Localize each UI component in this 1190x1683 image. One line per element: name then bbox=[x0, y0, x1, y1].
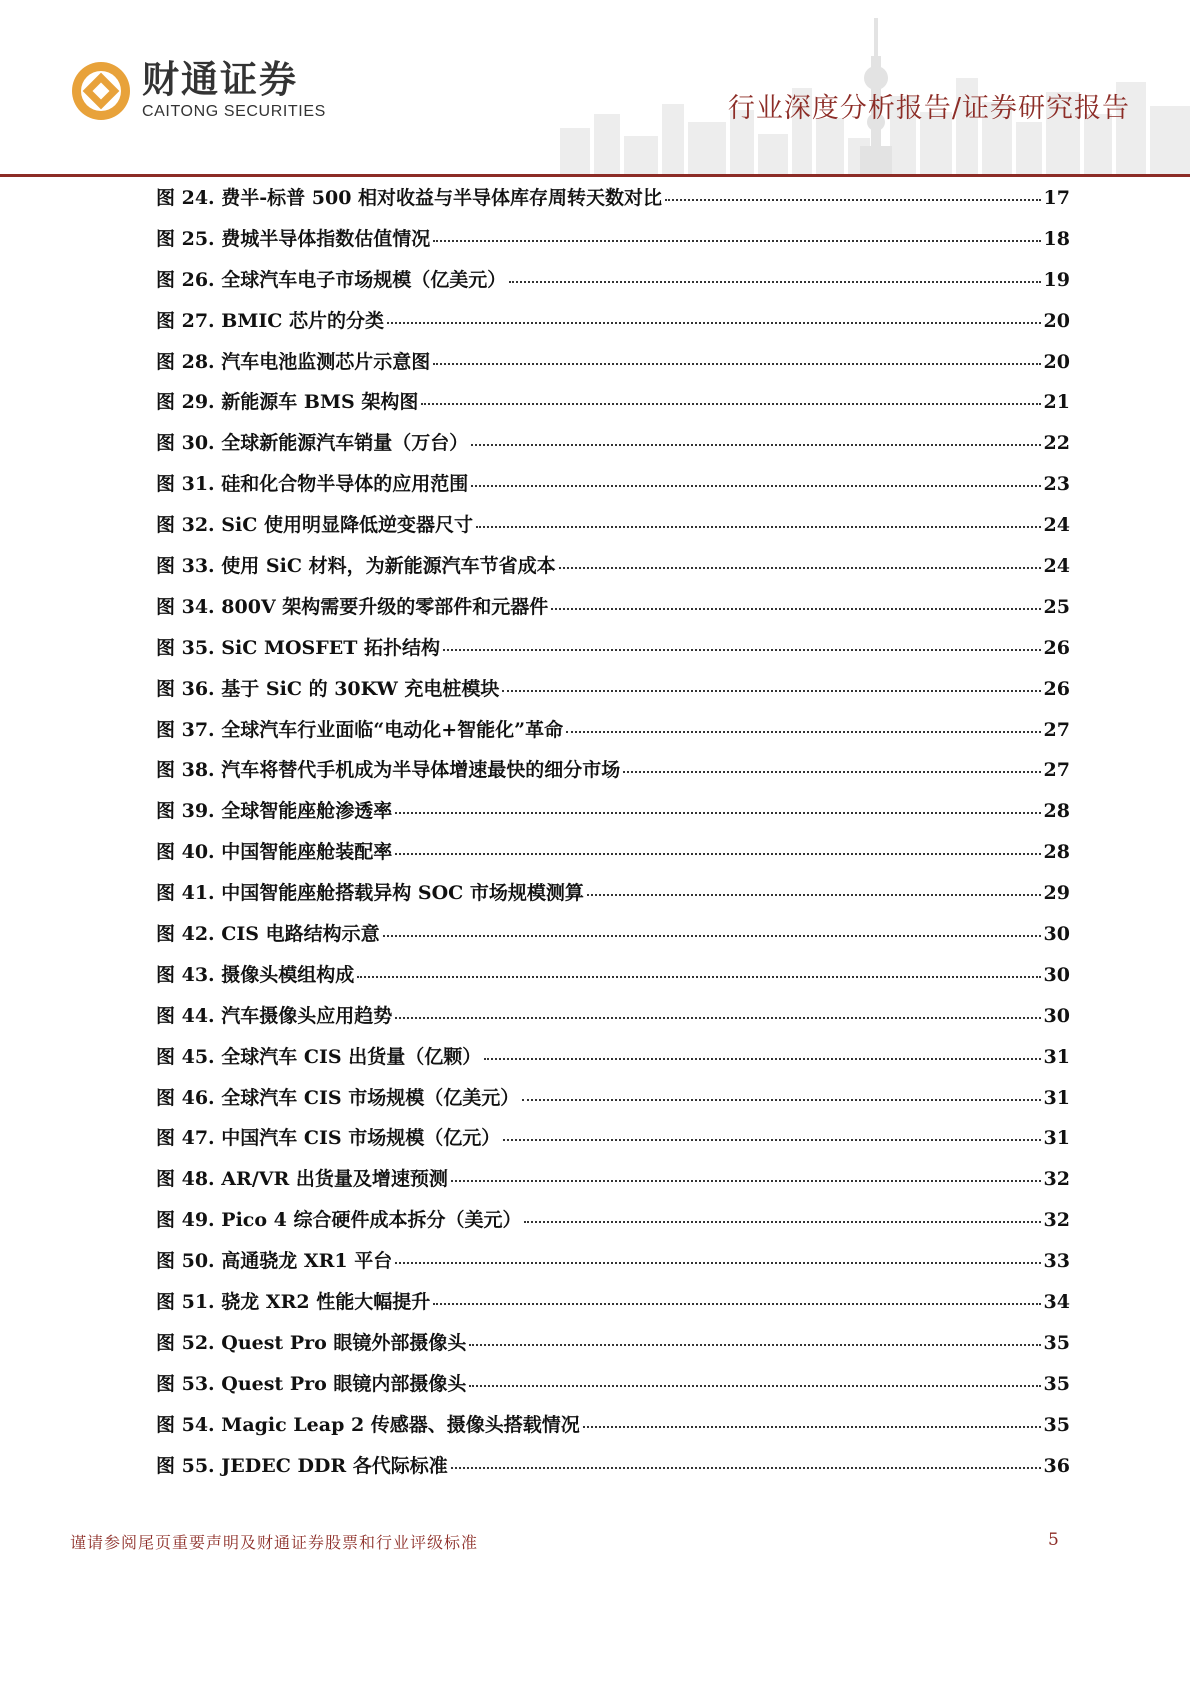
toc-entry-title: 图 53. Quest Pro 眼镜内部摄像头 bbox=[156, 1372, 467, 1395]
toc-entry-page: 20 bbox=[1043, 350, 1070, 373]
toc-entry-title: 图 32. SiC 使用明显降低逆变器尺寸 bbox=[156, 514, 473, 537]
toc-entry[interactable] bbox=[156, 1410, 1070, 1451]
toc-entry-title: 图 36. 基于 SiC 的 30KW 充电桩模块 bbox=[156, 677, 500, 700]
toc-leader-dots bbox=[503, 1139, 1040, 1141]
toc-entry-title: 图 39. 全球智能座舱渗透率 bbox=[156, 800, 393, 823]
toc-leader-dots bbox=[383, 935, 1041, 937]
toc-leader-dots bbox=[551, 608, 1040, 610]
toc-entry-title: 图 40. 中国智能座舱装配率 bbox=[156, 841, 393, 864]
toc-entry-page: 24 bbox=[1043, 514, 1070, 537]
toc-entry[interactable] bbox=[156, 633, 1070, 674]
toc-entry[interactable] bbox=[156, 551, 1070, 592]
toc-entry-title: 图 50. 高通骁龙 XR1 平台 bbox=[156, 1250, 393, 1273]
toc-entry[interactable] bbox=[156, 919, 1070, 960]
toc-leader-dots bbox=[469, 1385, 1040, 1387]
toc-entry[interactable] bbox=[156, 1287, 1070, 1328]
toc-entry-page: 19 bbox=[1043, 268, 1070, 291]
toc-entry-page: 28 bbox=[1043, 841, 1070, 864]
toc-entry-title: 图 35. SiC MOSFET 拓扑结构 bbox=[156, 636, 440, 659]
toc-leader-dots bbox=[587, 894, 1041, 896]
toc-entry-page: 21 bbox=[1043, 391, 1070, 414]
toc-leader-dots bbox=[395, 812, 1040, 814]
toc-entry-title: 图 28. 汽车电池监测芯片示意图 bbox=[156, 350, 431, 373]
toc-entry[interactable] bbox=[156, 715, 1070, 756]
page-header bbox=[0, 0, 1190, 178]
toc-leader-dots bbox=[566, 731, 1040, 733]
toc-leader-dots bbox=[623, 771, 1040, 773]
toc-leader-dots bbox=[443, 649, 1041, 651]
logo-english-name: CAITONG SECURITIES bbox=[142, 103, 326, 120]
toc-leader-dots bbox=[395, 1017, 1040, 1019]
toc-entry-page: 27 bbox=[1043, 759, 1070, 782]
toc-entry-page: 35 bbox=[1043, 1372, 1070, 1395]
toc-leader-dots bbox=[502, 690, 1040, 692]
toc-entry[interactable] bbox=[156, 1246, 1070, 1287]
toc-entry-title: 图 26. 全球汽车电子市场规模（亿美元） bbox=[156, 268, 507, 291]
toc-entry-page: 24 bbox=[1043, 555, 1070, 578]
toc-entry[interactable] bbox=[156, 428, 1070, 469]
toc-entry-title: 图 49. Pico 4 综合硬件成本拆分（美元） bbox=[156, 1209, 522, 1232]
toc-entry[interactable] bbox=[156, 960, 1070, 1001]
toc-leader-dots bbox=[524, 1221, 1040, 1223]
toc-leader-dots bbox=[395, 1262, 1040, 1264]
toc-leader-dots bbox=[421, 403, 1040, 405]
toc-entry-title: 图 33. 使用 SiC 材料，为新能源汽车节省成本 bbox=[156, 555, 556, 578]
toc-leader-dots bbox=[522, 1099, 1040, 1101]
toc-entry[interactable] bbox=[156, 306, 1070, 347]
toc-leader-dots bbox=[357, 976, 1040, 978]
toc-entry-page: 25 bbox=[1043, 595, 1070, 618]
toc-entry-page: 28 bbox=[1043, 800, 1070, 823]
toc-entry-title: 图 24. 费半-标普 500 相对收益与半导体库存周转天数对比 bbox=[156, 187, 663, 209]
toc-entry-page: 26 bbox=[1043, 677, 1070, 700]
toc-entry[interactable] bbox=[156, 1083, 1070, 1124]
toc-entry-page: 30 bbox=[1043, 923, 1070, 946]
disclaimer-note: 谨请参阅尾页重要声明及财通证券股票和行业评级标准 bbox=[70, 1533, 479, 1552]
toc-entry-page: 26 bbox=[1043, 636, 1070, 659]
toc-entry-title: 图 52. Quest Pro 眼镜外部摄像头 bbox=[156, 1331, 467, 1354]
page-number: 5 bbox=[1048, 1530, 1059, 1550]
toc-entry[interactable] bbox=[156, 510, 1070, 551]
toc-leader-dots bbox=[395, 853, 1040, 855]
toc-entry-title: 图 34. 800V 架构需要升级的零部件和元器件 bbox=[156, 595, 549, 618]
figure-list bbox=[156, 183, 1070, 1492]
toc-leader-dots bbox=[433, 240, 1040, 242]
toc-entry-page: 31 bbox=[1043, 1127, 1070, 1150]
toc-entry-title: 图 54. Magic Leap 2 传感器、摄像头搭载情况 bbox=[156, 1413, 580, 1436]
toc-leader-dots bbox=[471, 444, 1040, 446]
toc-entry-title: 图 45. 全球汽车 CIS 出货量（亿颗） bbox=[156, 1045, 482, 1068]
toc-entry-page: 30 bbox=[1043, 963, 1070, 986]
toc-entry-title: 图 46. 全球汽车 CIS 市场规模（亿美元） bbox=[156, 1086, 520, 1109]
toc-entry-title: 图 47. 中国汽车 CIS 市场规模（亿元） bbox=[156, 1127, 501, 1150]
toc-entry[interactable] bbox=[156, 592, 1070, 633]
caitong-logo-icon bbox=[70, 60, 132, 122]
toc-leader-dots bbox=[509, 281, 1040, 283]
toc-entry-page: 35 bbox=[1043, 1331, 1070, 1354]
toc-leader-dots bbox=[559, 567, 1041, 569]
toc-entry-title: 图 27. BMIC 芯片的分类 bbox=[156, 309, 385, 332]
toc-entry[interactable] bbox=[156, 1123, 1070, 1164]
toc-entry[interactable] bbox=[156, 1451, 1070, 1492]
toc-entry-title: 图 38. 汽车将替代手机成为半导体增速最快的细分市场 bbox=[156, 759, 621, 782]
toc-entry-page: 33 bbox=[1043, 1250, 1070, 1273]
toc-entry[interactable] bbox=[156, 796, 1070, 837]
toc-leader-dots bbox=[387, 322, 1041, 324]
toc-entry-title: 图 55. JEDEC DDR 各代际标准 bbox=[156, 1454, 448, 1477]
toc-entry-page: 31 bbox=[1043, 1045, 1070, 1068]
toc-entry[interactable] bbox=[156, 1042, 1070, 1083]
toc-entry-title: 图 29. 新能源车 BMS 架构图 bbox=[156, 391, 419, 414]
toc-entry-page: 27 bbox=[1043, 718, 1070, 741]
toc-entry[interactable] bbox=[156, 183, 1070, 224]
toc-entry-title: 图 37. 全球汽车行业面临“电动化+智能化”革命 bbox=[156, 718, 564, 741]
toc-entry-page: 17 bbox=[1043, 187, 1070, 209]
toc-entry-page: 30 bbox=[1043, 1004, 1070, 1027]
toc-entry-page: 32 bbox=[1043, 1168, 1070, 1191]
toc-leader-dots bbox=[433, 363, 1040, 365]
toc-leader-dots bbox=[471, 485, 1040, 487]
toc-entry[interactable] bbox=[156, 347, 1070, 388]
toc-entry-page: 35 bbox=[1043, 1413, 1070, 1436]
header-divider bbox=[0, 174, 1190, 177]
toc-entry-title: 图 44. 汽车摄像头应用趋势 bbox=[156, 1004, 393, 1027]
toc-entry-page: 23 bbox=[1043, 473, 1070, 496]
toc-entry[interactable] bbox=[156, 837, 1070, 878]
toc-entry-page: 20 bbox=[1043, 309, 1070, 332]
report-type-label: 行业深度分析报告/证券研究报告 bbox=[727, 93, 1130, 124]
toc-entry[interactable] bbox=[156, 1164, 1070, 1205]
toc-entry-title: 图 25. 费城半导体指数估值情况 bbox=[156, 227, 431, 250]
toc-entry-title: 图 43. 摄像头模组构成 bbox=[156, 963, 355, 986]
toc-entry-page: 31 bbox=[1043, 1086, 1070, 1109]
toc-entry[interactable] bbox=[156, 878, 1070, 919]
toc-leader-dots bbox=[451, 1180, 1041, 1182]
toc-leader-dots bbox=[665, 199, 1040, 201]
toc-leader-dots bbox=[451, 1467, 1041, 1469]
toc-entry-page: 29 bbox=[1043, 882, 1070, 905]
toc-leader-dots bbox=[583, 1426, 1041, 1428]
toc-entry-title: 图 41. 中国智能座舱搭载异构 SOC 市场规模测算 bbox=[156, 882, 584, 905]
toc-entry[interactable] bbox=[156, 469, 1070, 510]
toc-entry-page: 22 bbox=[1043, 432, 1070, 455]
toc-entry-page: 32 bbox=[1043, 1209, 1070, 1232]
toc-entry[interactable] bbox=[156, 755, 1070, 796]
toc-leader-dots bbox=[484, 1058, 1040, 1060]
toc-entry[interactable] bbox=[156, 387, 1070, 428]
toc-entry-title: 图 42. CIS 电路结构示意 bbox=[156, 923, 380, 946]
toc-entry[interactable] bbox=[156, 1001, 1070, 1042]
toc-entry-page: 18 bbox=[1043, 227, 1070, 250]
toc-entry[interactable] bbox=[156, 1205, 1070, 1246]
toc-entry[interactable] bbox=[156, 674, 1070, 715]
toc-entry-title: 图 31. 硅和化合物半导体的应用范围 bbox=[156, 473, 469, 496]
toc-entry-page: 34 bbox=[1043, 1291, 1070, 1314]
toc-entry-page: 36 bbox=[1043, 1454, 1070, 1477]
toc-entry[interactable] bbox=[156, 1328, 1070, 1369]
toc-entry-title: 图 30. 全球新能源汽车销量（万台） bbox=[156, 432, 469, 455]
logo-chinese-name: 财通证券 bbox=[142, 58, 298, 101]
toc-entry[interactable] bbox=[156, 224, 1070, 265]
toc-entry[interactable] bbox=[156, 265, 1070, 306]
company-logo bbox=[70, 60, 326, 122]
toc-leader-dots bbox=[433, 1303, 1040, 1305]
toc-leader-dots bbox=[476, 526, 1041, 528]
toc-leader-dots bbox=[469, 1344, 1040, 1346]
toc-entry-title: 图 51. 骁龙 XR2 性能大幅提升 bbox=[156, 1291, 431, 1314]
toc-entry[interactable] bbox=[156, 1369, 1070, 1410]
toc-entry-title: 图 48. AR/VR 出货量及增速预测 bbox=[156, 1168, 448, 1191]
